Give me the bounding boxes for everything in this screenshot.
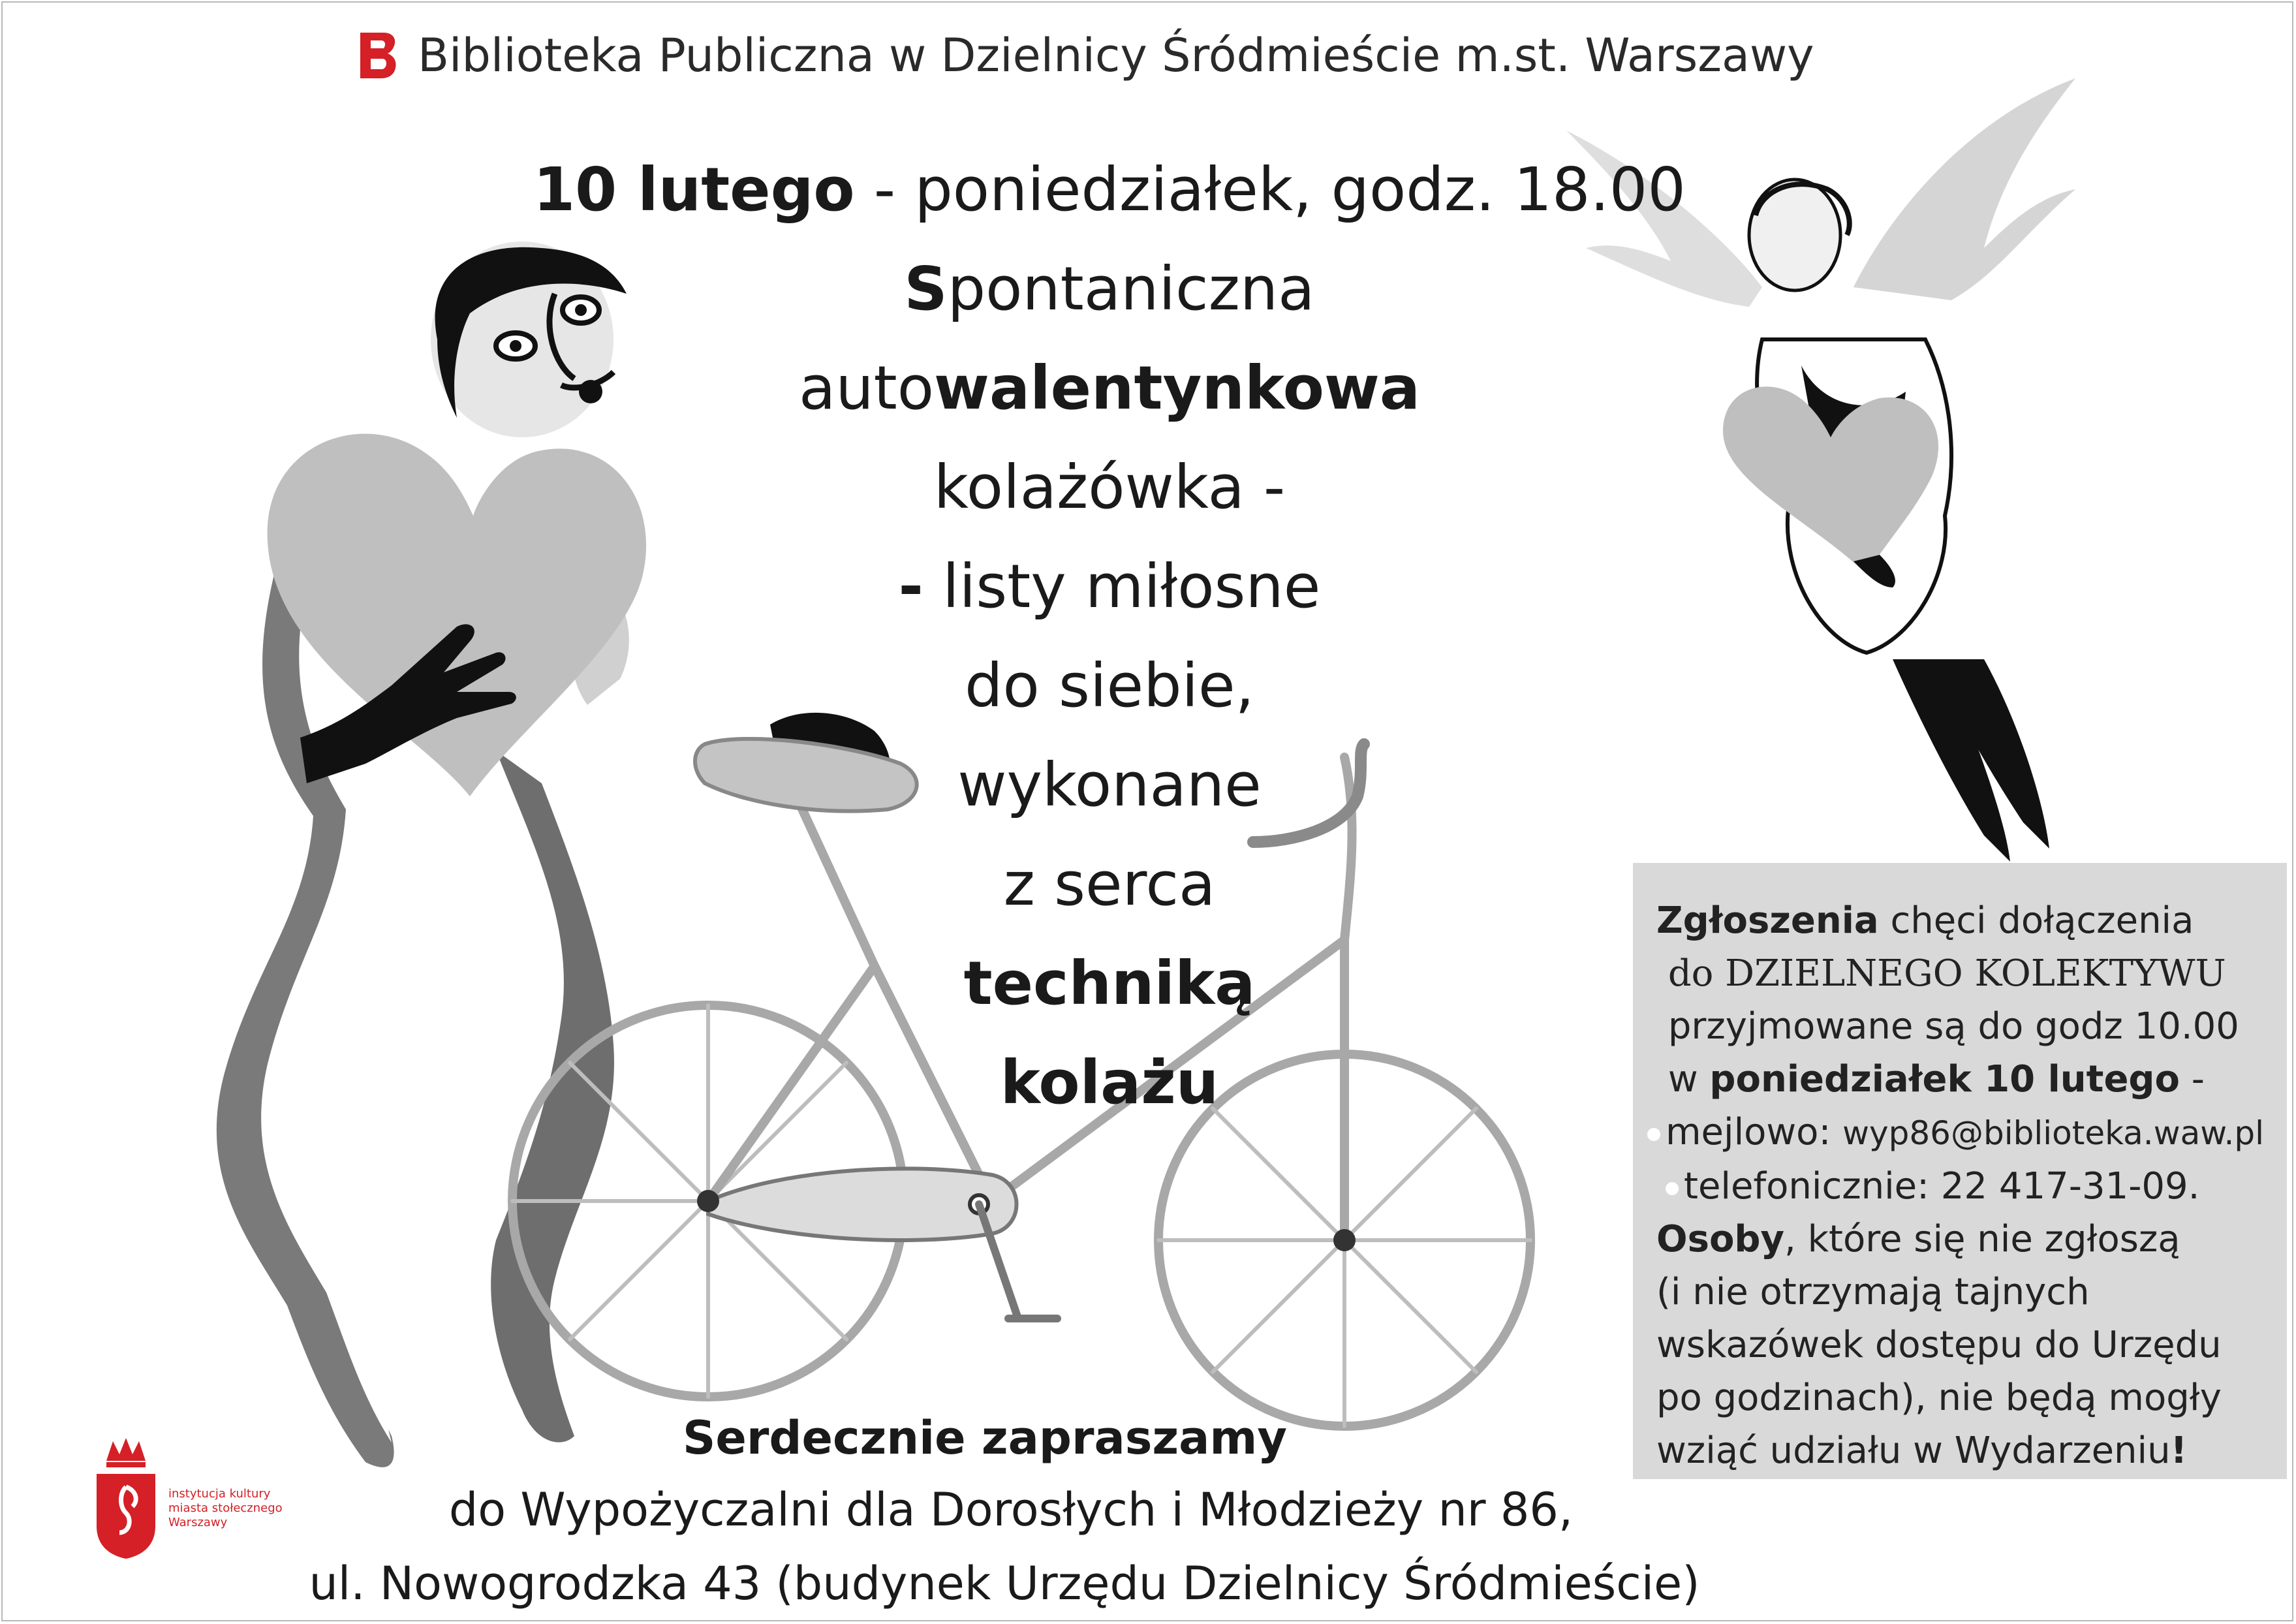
bike-hub-rear: [702, 1195, 715, 1208]
angel-wing-right: [1854, 78, 2075, 300]
event-date-rest: - poniedziałek, godz. 18.00: [854, 155, 1686, 225]
institution-logo: [90, 1435, 299, 1559]
info-line3-text: przyjmowane są do godz 10.00: [1668, 1005, 2239, 1048]
bike-hub-front: [1338, 1234, 1351, 1247]
bullet-icon: [1647, 1128, 1660, 1141]
info-persons-rest: , które się nie zgłoszą: [1784, 1218, 2180, 1260]
invitation-heading: Serdecznie zapraszamy: [683, 1411, 1287, 1465]
email-link[interactable]: wyp86@biblioteka.waw.pl: [1842, 1114, 2265, 1152]
event-title-1: [496, 240, 1723, 339]
info-reg-bold: Zgłoszenia: [1656, 899, 1879, 942]
info-line-10: po godzinach), nie będą mogły: [1656, 1377, 2222, 1419]
event-line-4: [496, 537, 1723, 636]
event-date: [496, 140, 1723, 240]
info-registration: [1656, 894, 2287, 947]
event-title-2: [496, 339, 1723, 438]
info-persons: [1656, 1213, 2287, 1266]
event-line-8: techniką: [963, 948, 1256, 1018]
info-line-9: wskazówek dostępu do Urzędu: [1656, 1324, 2222, 1366]
event-date-bold: 10 lutego: [533, 155, 855, 225]
event-line-7: z serca: [1003, 849, 1216, 919]
event-line4-dash: -: [898, 552, 923, 621]
phone-number[interactable]: telefonicznie: 22 417-31-09.: [1684, 1165, 2200, 1208]
event-line-3: kolażówka -: [933, 452, 1286, 522]
event-line-6: wykonane: [957, 750, 1262, 820]
event-title2-bold: walentynkowa: [934, 353, 1420, 423]
info-line11-bang: !: [2170, 1429, 2188, 1472]
event-line-9: kolażu: [1000, 1048, 1219, 1117]
bullet-icon: [1666, 1182, 1679, 1195]
info-line-2: [1656, 947, 2287, 1000]
info-line4-bold: poniedziałek 10 lutego: [1709, 1058, 2180, 1101]
angel-head: [1749, 180, 1840, 290]
info-line2-text: do DZIELNEGO KOLEKTYWU: [1668, 952, 2226, 995]
event-title2-prefix: auto: [799, 353, 935, 423]
info-reg-rest: chęci dołączenia: [1878, 899, 2194, 942]
event-title-s: S: [904, 254, 948, 324]
info-email-row: [1647, 1106, 2287, 1160]
info-line4-prefix: w: [1668, 1058, 1710, 1101]
event-line4-rest: listy miłosne: [923, 552, 1321, 621]
event-line-5: do siebie,: [965, 651, 1254, 721]
warsaw-crest-icon: [90, 1435, 162, 1559]
event-title-rest: pontaniczna: [947, 254, 1315, 324]
info-email-label: mejlowo:: [1666, 1111, 1843, 1153]
registration-infobox: [1633, 863, 2287, 1479]
library-name: Biblioteka Publiczna w Dzielnicy Śródmieście m.st. Warszawy: [418, 29, 1814, 82]
institution-caption: instytucja kultury miasta stołecznego Warszawy: [168, 1487, 283, 1529]
info-line-8: (i nie otrzymają tajnych: [1656, 1271, 2090, 1313]
event-description: [496, 140, 1723, 1132]
venue-name: do Wypożyczalni dla Dorosłych i Młodzieży nr 86,: [448, 1483, 1574, 1537]
info-line11-text: wziąć udziału w Wydarzeniu: [1656, 1429, 2171, 1472]
info-line-4: [1656, 1053, 2287, 1106]
info-line4-suffix: -: [2179, 1058, 2205, 1101]
info-line-3: [1656, 1000, 2287, 1053]
venue-address: ul. Nowogrodzka 43 (budynek Urzędu Dzielnicy Śródmieście): [309, 1557, 1700, 1610]
info-persons-bold: Osoby: [1656, 1218, 1784, 1260]
info-phone-row: [1666, 1160, 2287, 1213]
